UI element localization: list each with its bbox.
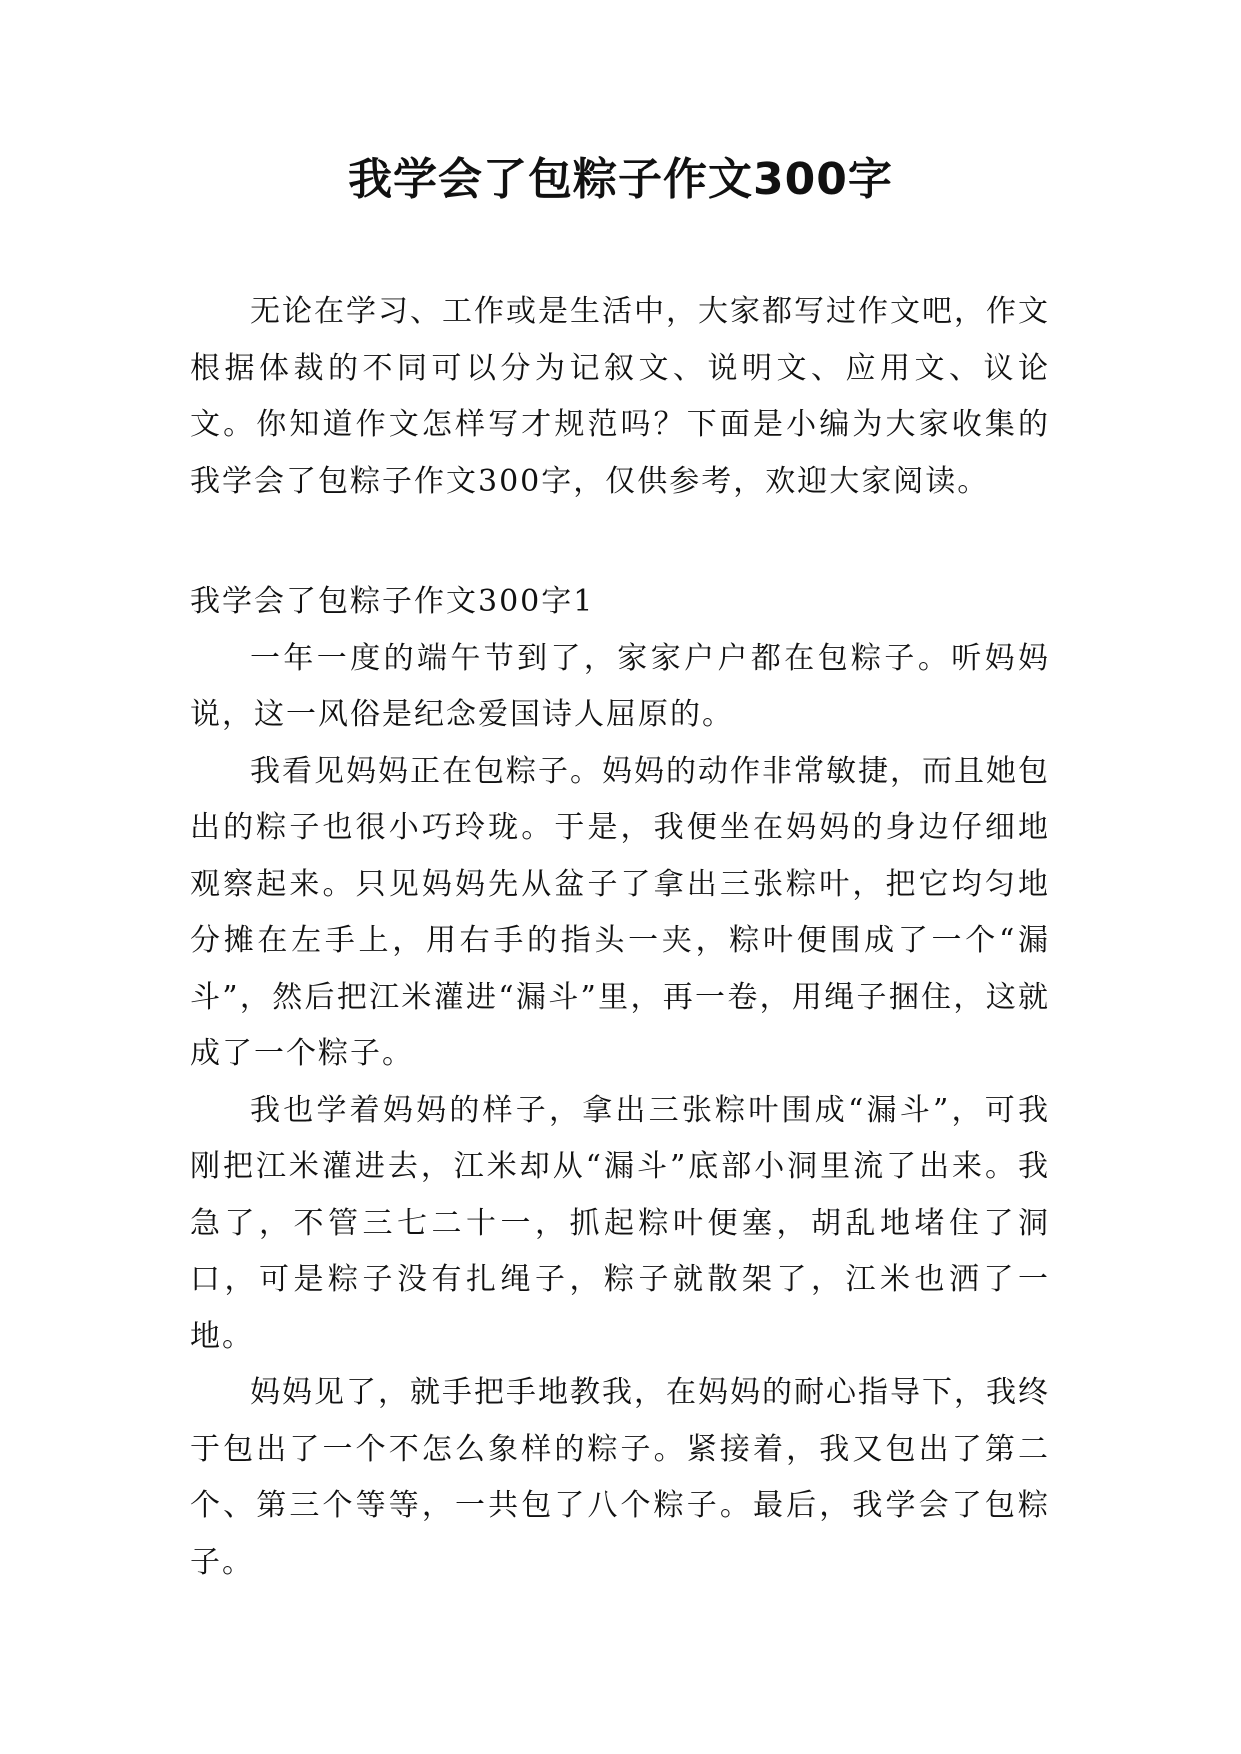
body-paragraph: 我看见妈妈正在包粽子。妈妈的动作非常敏捷，而且她包出的粽子也很小巧玲珑。于是，我便坐在妈妈的身边仔细地观察起来。只见妈妈先从盆子了拿出三张粽叶，把它均匀地分摊在左手上，用右手的指头一夹，粽叶便围成了一个“漏斗”，然后把江米灌进“漏斗”里，再一卷，用绳子捆住，这就成了一个粽子。 [190,753,1050,1071]
body-paragraph: 一年一度的端午节到了，家家户户都在包粽子。听妈妈说，这一风俗是纪念爱国诗人屈原的。 [190,640,1050,732]
body-paragraph: 我也学着妈妈的样子，拿出三张粽叶围成“漏斗”，可我刚把江米灌进去，江米却从“漏斗”底部小洞里流了出来。我急了，不管三七二十一，抓起粽叶便塞，胡乱地堵住了洞口，可是粽子没有扎绳子，粽子就散架了，江米也洒了一地。 [190,1092,1050,1354]
document-body [190,284,1050,1591]
body-paragraph: 妈妈见了，就手把手地教我，在妈妈的耐心指导下，我终于包出了一个不怎么象样的粽子。紧接着，我又包出了第二个、第三个等等，一共包了八个粽子。最后，我学会了包粽子。 [190,1375,1050,1580]
paragraph-spacer [190,510,1050,574]
intro-paragraph: 无论在学习、工作或是生活中，大家都写过作文吧，作文根据体裁的不同可以分为记叙文、说明文、应用文、议论文。你知道作文怎样写才规范吗？下面是小编为大家收集的我学会了包粽子作文300字，仅供参考，欢迎大家阅读。 [190,294,1050,499]
section-heading: 我学会了包粽子作文300字1 [190,584,595,619]
document-title: 我学会了包粽子作文300字 [348,154,893,205]
